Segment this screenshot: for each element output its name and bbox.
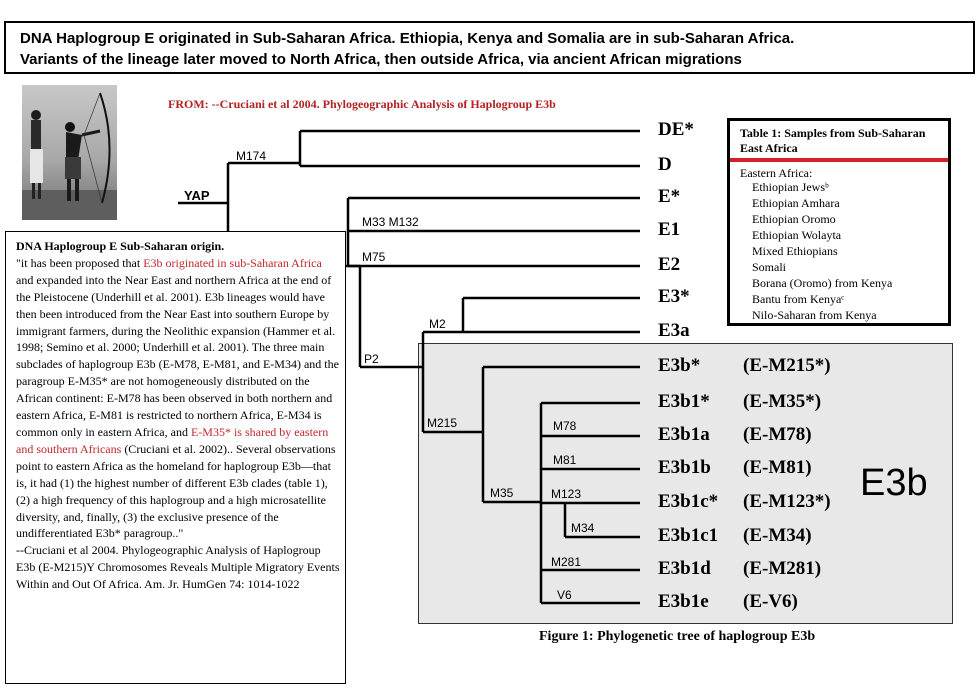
- mutation-v6: V6: [557, 588, 572, 602]
- mutation-m34: M34: [571, 521, 595, 535]
- mutation-m78: M78: [553, 419, 577, 433]
- table-row: Ethiopian Oromo: [752, 212, 836, 226]
- mutation-m33-m132: M33 M132: [362, 215, 419, 229]
- table-red-rule: [730, 158, 948, 162]
- quote-highlight: E-M35* is shared by eastern and southern Africans: [16, 424, 329, 456]
- table-row: Borana (Oromo) from Kenya: [752, 276, 893, 290]
- mutation-m281: M281: [551, 555, 582, 569]
- leaf-e3a: E3a: [658, 320, 690, 341]
- leaf-e1: E1: [658, 219, 681, 240]
- header-line-2: Variants of the lineage later moved to North Africa, then outside Africa, via ancient African migrations: [20, 51, 742, 68]
- code-e-m34: (E-M34): [743, 525, 812, 546]
- mutation-yap: YAP: [184, 188, 210, 203]
- quote-part: and expanded into the Near East and northern Africa at the end of the Pleistocene (Underhill et al. 2001). E3b lineages would have then been introduced from the Near East into southern Europe by immigrant farmers, during the Neolithic expansion (Hammer et al. 1998; Semino et al. 2000; Underhill et al. 2001). The three main subclades of haplogroup E3b (E-M78, E-M81, and E-M34) and the paragroup E-M35* are not homogeneously distributed on the African continent: E-M78 has been observed in both northern and eastern Africa, E-M81 is restricted to northern Africa, E-M34 is common only in eastern Africa, and: [16, 272, 339, 439]
- leaf-e3b-star: E3b*: [658, 355, 701, 376]
- table-row: Ethiopian Wolayta: [752, 228, 842, 242]
- quote-body: [16, 255, 340, 542]
- mutation-m35: M35: [490, 486, 514, 500]
- mutation-p2: P2: [364, 352, 379, 366]
- leaf-e3b1a: E3b1a: [658, 424, 710, 445]
- header-line-1: DNA Haplogroup E originated in Sub-Saharan Africa. Ethiopia, Kenya and Somalia are in sub-Saharan Africa.: [20, 30, 795, 47]
- mutation-m123: M123: [551, 487, 582, 501]
- samples-table: [727, 118, 951, 326]
- leaf-e3b1c-star: E3b1c*: [658, 491, 719, 512]
- leaf-e2: E2: [658, 254, 681, 275]
- quote-part: (Cruciani et al. 2002).. Several observations point to eastern Africa as the homeland for haplogroup E3b—that is, it had (1) the highest number of different E3b clades (table 1), (2) a high frequency of this haplogroup and a high microsatellite diversity, and, finally, (3) the exclusive presence of the undifferentiated E3b* paragroup..": [16, 441, 336, 541]
- leaf-e3b1e: E3b1e: [658, 591, 709, 612]
- mutation-m2: M2: [429, 317, 446, 331]
- leaf-e3-star: E3*: [658, 286, 690, 307]
- figure-caption: Figure 1: Phylogenetic tree of haplogroup E3b: [539, 629, 816, 644]
- mutation-m215: M215: [427, 416, 458, 430]
- table-row: Ethiopian Jewsᵇ: [752, 180, 829, 194]
- leaf-e3b1b: E3b1b: [658, 457, 711, 478]
- source-label: FROM: --Cruciani et al 2004. Phylogeographic Analysis of Haplogroup E3b: [168, 97, 556, 111]
- leaf-e3b1-star: E3b1*: [658, 391, 710, 412]
- quote-box: [5, 231, 346, 684]
- table-row: Nilo-Saharan from Kenya: [752, 308, 877, 322]
- table-row: Ethiopian Amhara: [752, 196, 840, 210]
- table-subtitle: Eastern Africa:: [740, 166, 813, 180]
- code-e-v6: (E-V6): [743, 591, 798, 612]
- table-row: Somali: [752, 260, 787, 274]
- code-e-m78: (E-M78): [743, 424, 812, 445]
- leaf-e-star: E*: [658, 186, 681, 207]
- quote-heading: DNA Haplogroup E Sub-Saharan origin.: [16, 239, 225, 253]
- e3b-clade-label: E3b: [860, 462, 928, 504]
- table-row: Mixed Ethiopians: [752, 244, 838, 258]
- table-row: Bantu from Kenyaᶜ: [752, 292, 845, 306]
- code-e-m215-star: (E-M215*): [743, 355, 831, 376]
- mutation-m75: M75: [362, 250, 386, 264]
- leaf-de-star: DE*: [658, 119, 694, 140]
- code-e-m81: (E-M81): [743, 457, 812, 478]
- code-e-m123-star: (E-M123*): [743, 491, 831, 512]
- quote-highlight: E3b originated in sub-Saharan Africa: [143, 255, 322, 270]
- code-e-m35-star: (E-M35*): [743, 391, 822, 412]
- leaf-d: D: [658, 154, 672, 175]
- mutation-m81: M81: [553, 453, 577, 467]
- table-title: Table 1: Samples from Sub-Saharan East Africa: [740, 126, 926, 155]
- leaf-e3b1d: E3b1d: [658, 558, 711, 579]
- mutation-m174: M174: [236, 149, 267, 163]
- quote-citation: --Cruciani et al 2004. Phylogeographic Analysis of Haplogroup E3b (E-M215)Y Chromosomes Reveals Multiple Migratory Events Within and Out Of Africa. Am. Jr. HumGen 74: 1014-1022: [16, 543, 340, 592]
- quote-part: "it has been proposed that: [16, 255, 144, 270]
- quote-text: [16, 238, 340, 593]
- code-e-m281: (E-M281): [743, 558, 822, 579]
- leaf-e3b1c1: E3b1c1: [658, 525, 719, 546]
